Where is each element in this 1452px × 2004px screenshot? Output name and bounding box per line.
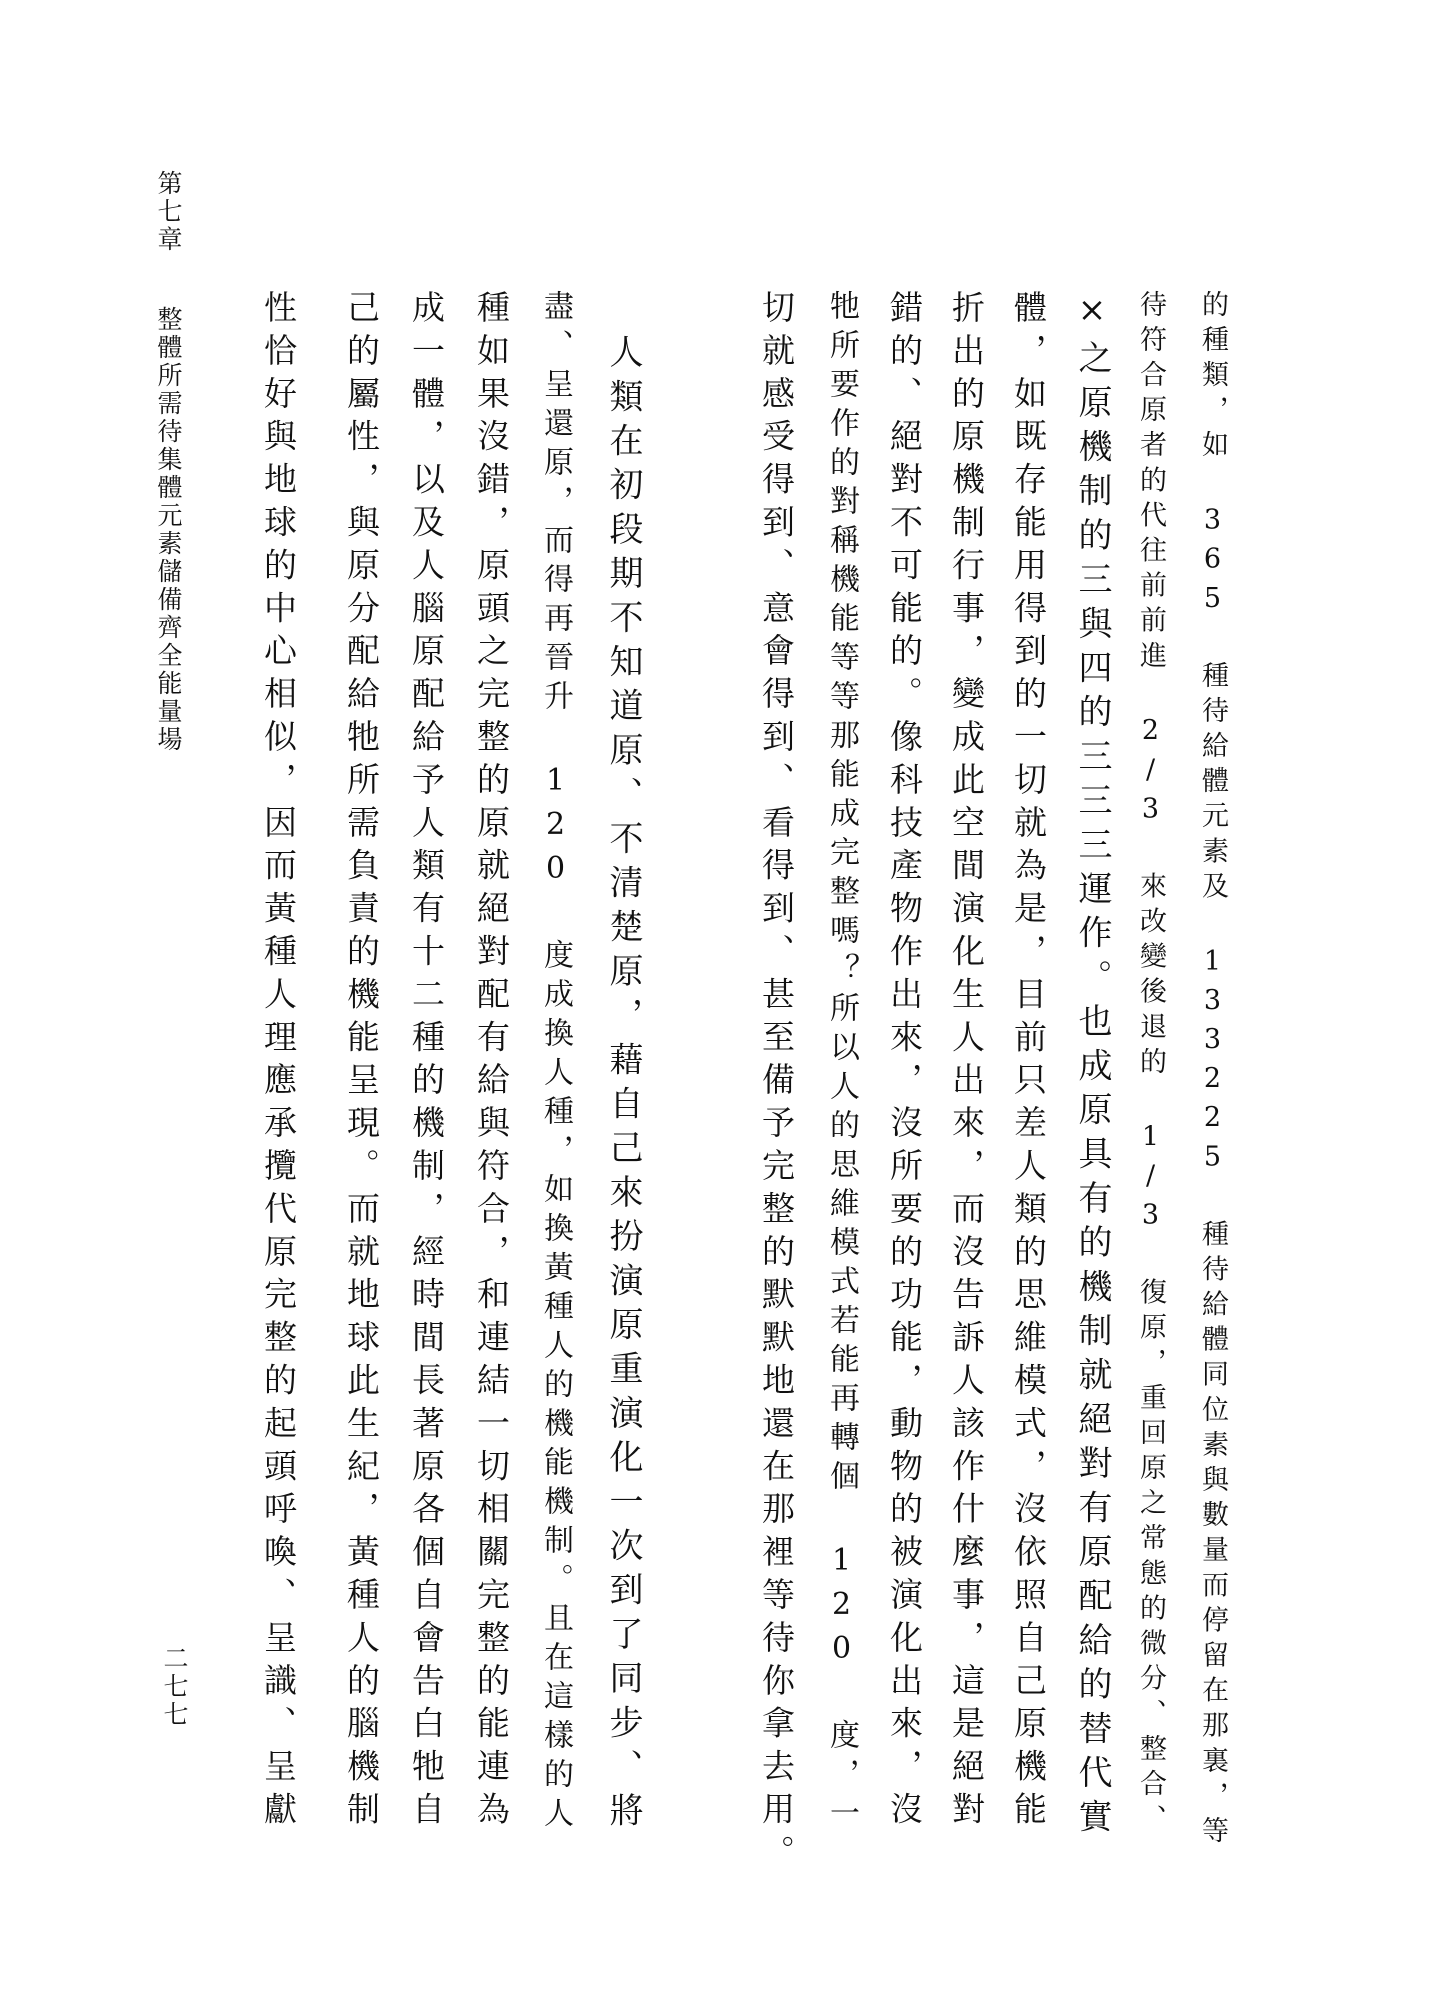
- text-column: 錯的、絕對不可能的。像科技產物作出來，沒所要的功能，動物的被演化出來，沒: [885, 290, 924, 1835]
- text-column: 的種類，如 365 種待給體元素及 133225 種待給體同位素與數量而停留在那裏，等: [1197, 290, 1228, 1852]
- text-column: 待符合原者的代往前前進 2/3 來改變後退的 1/3 復原，重回原之常態的微分、整合、: [1135, 290, 1166, 1840]
- text-column: 切就感受得到、意會得到、看得到、甚至備予完整的默默地還在那裡等待你拿去用。: [757, 290, 796, 1878]
- chapter-title: 整體所需待集體元素儲備齊全能量場: [154, 306, 183, 754]
- text-column: 種如果沒錯，原頭之完整的原就絕對配有給與符合，和連結一切相關完整的能連為: [472, 290, 511, 1835]
- text-column: 折出的原機制行事，變成此空間演化生人出來，而沒告訴人該作什麼事，這是絕對: [947, 290, 986, 1835]
- text-column: 體，如既存能用得到的一切就為是，目前只差人類的思維模式，沒依照自己原機能: [1009, 290, 1048, 1835]
- text-column: 成一體，以及人腦原配給予人類有十二種的機制，經時間長著原各個自會告白牠自: [407, 290, 446, 1835]
- text-column: ×之原機制的三與四的三三三運作。也成原具有的機制就絕對有原配給的替代實: [1072, 290, 1112, 1843]
- text-column: 盡、呈還原，而得再晉升 120 度成換人種，如換黃種人的機能機制。且在這樣的人: [538, 290, 573, 1836]
- chapter-label: 第七章: [154, 170, 183, 254]
- running-header: [150, 170, 186, 754]
- text-column: 性恰好與地球的中心相似，因而黃種人理應承攬代原完整的起頭呼喚、呈識、呈獻: [259, 290, 298, 1835]
- text-column: 人類在初段期不知道原、不清楚原，藉自己來扮演原重演化一次到了同步、將: [603, 290, 643, 1837]
- text-column: 己的屬性，與原分配給牠所需負責的機能呈現。而就地球此生紀，黃種人的腦機制: [342, 290, 381, 1835]
- text-column: 牠所要作的對稱機能等等那能成完整嗎？所以人的思維模式若能再轉個 120 度，一: [824, 290, 859, 1836]
- page-number: 二七七: [160, 1645, 189, 1729]
